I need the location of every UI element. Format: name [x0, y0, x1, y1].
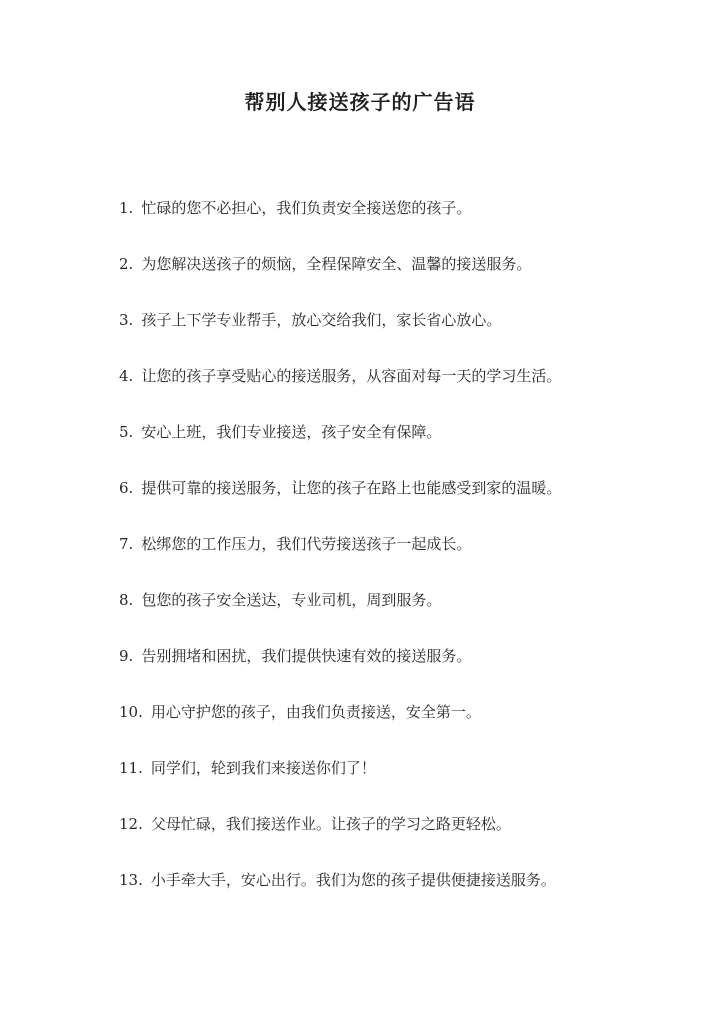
- item-text: 让您的孩子享受贴心的接送服务，从容面对每一天的学习生活。: [141, 367, 562, 385]
- list-item: [119, 700, 679, 756]
- item-text: 告别拥堵和困扰，我们提供快速有效的接送服务。: [141, 647, 472, 665]
- list-item: [119, 420, 679, 476]
- list-item: [119, 588, 679, 644]
- item-text: 用心守护您的孩子，由我们负责接送，安全第一。: [150, 703, 481, 721]
- item-text: 父母忙碌，我们接送作业。让孩子的学习之路更轻松。: [150, 815, 511, 833]
- item-number: 13.: [119, 871, 143, 889]
- list-item: [119, 532, 679, 588]
- item-text: 松绑您的工作压力，我们代劳接送孩子一起成长。: [141, 535, 472, 553]
- list-item: [119, 756, 679, 812]
- item-number: 9.: [119, 647, 134, 665]
- list-item: [119, 812, 679, 868]
- item-number: 4.: [119, 367, 134, 385]
- item-text: 孩子上下学专业帮手，放心交给我们，家长省心放心。: [141, 311, 502, 329]
- list-item: [119, 252, 679, 308]
- item-text: 为您解决送孩子的烦恼，全程保障安全、温馨的接送服务。: [141, 255, 532, 273]
- item-number: 11.: [119, 759, 143, 777]
- item-number: 12.: [119, 815, 143, 833]
- item-number: 2.: [119, 255, 134, 273]
- item-text: 同学们，轮到我们来接送你们了！: [150, 759, 376, 777]
- item-text: 小手牵大手，安心出行。我们为您的孩子提供便捷接送服务。: [150, 871, 556, 889]
- list-item: [119, 308, 679, 364]
- item-text: 忙碌的您不必担心，我们负责安全接送您的孩子。: [141, 199, 472, 217]
- item-number: 8.: [119, 591, 134, 609]
- item-number: 3.: [119, 311, 134, 329]
- item-number: 7.: [119, 535, 134, 553]
- item-text: 包您的孩子安全送达，专业司机，周到服务。: [141, 591, 442, 609]
- item-number: 5.: [119, 423, 134, 441]
- list-item: [119, 476, 679, 532]
- item-number: 1.: [119, 199, 134, 217]
- list-item: [119, 364, 679, 420]
- list-item: [119, 196, 679, 252]
- item-number: 6.: [119, 479, 134, 497]
- item-number: 10.: [119, 703, 143, 721]
- list-item: [119, 644, 679, 700]
- item-text: 提供可靠的接送服务，让您的孩子在路上也能感受到家的温暖。: [141, 479, 562, 497]
- item-text: 安心上班，我们专业接送，孩子安全有保障。: [141, 423, 442, 441]
- document-title: 帮别人接送孩子的广告语: [244, 90, 476, 114]
- slogan-list: [119, 196, 679, 924]
- list-item: [119, 868, 679, 924]
